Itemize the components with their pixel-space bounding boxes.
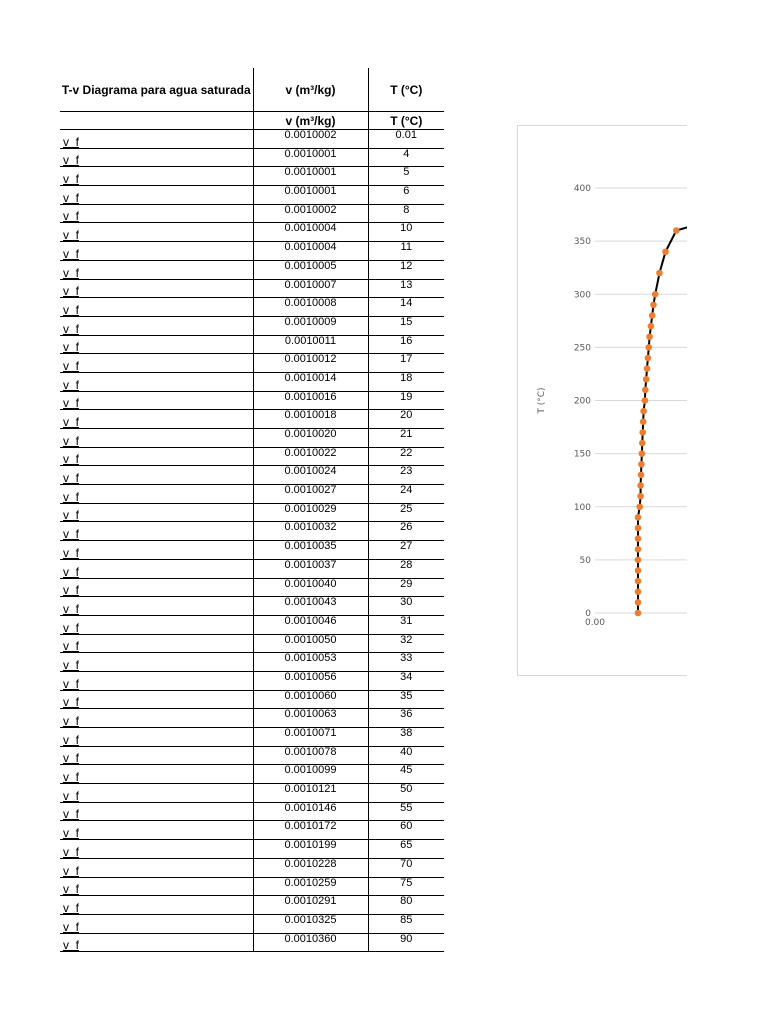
row-label (60, 821, 253, 840)
table-row (60, 260, 444, 279)
row-specific-volume: 0.0010043 (253, 597, 368, 616)
row-temperature: 12 (368, 260, 444, 279)
row-temperature: 18 (368, 372, 444, 391)
table-title: T-v Diagrama para agua saturada (60, 68, 253, 112)
row-specific-volume: 0.0010004 (253, 223, 368, 242)
tv-chart (517, 125, 687, 676)
row-specific-volume: 0.0010172 (253, 821, 368, 840)
table-row (60, 634, 444, 653)
data-point (635, 578, 642, 585)
data-point (638, 461, 645, 468)
table-row (60, 148, 444, 167)
table-row (60, 858, 444, 877)
row-label-text: v_f (63, 209, 80, 224)
row-label (60, 541, 253, 560)
row-label-text: v_f (63, 583, 80, 598)
table-row (60, 372, 444, 391)
row-label (60, 335, 253, 354)
row-specific-volume: 0.0010014 (253, 372, 368, 391)
row-label-text: v_f (63, 695, 80, 710)
data-point (640, 418, 647, 425)
row-temperature: 21 (368, 429, 444, 448)
row-label (60, 634, 253, 653)
row-temperature: 23 (368, 466, 444, 485)
row-specific-volume: 0.0010121 (253, 784, 368, 803)
row-label (60, 223, 253, 242)
row-temperature: 38 (368, 728, 444, 747)
table-row (60, 541, 444, 560)
row-specific-volume: 0.0010071 (253, 728, 368, 747)
row-label-text: v_f (63, 489, 80, 504)
data-point (639, 440, 646, 447)
row-label-text: v_f (63, 564, 80, 579)
y-tick-label: 250 (573, 343, 591, 354)
row-label-text: v_f (63, 788, 80, 803)
row-specific-volume: 0.0010009 (253, 316, 368, 335)
row-temperature: 80 (368, 896, 444, 915)
row-label (60, 933, 253, 952)
data-point (635, 610, 642, 617)
row-temperature: 24 (368, 485, 444, 504)
row-label-text: v_f (63, 302, 80, 317)
row-temperature: 70 (368, 858, 444, 877)
row-specific-volume: 0.0010325 (253, 914, 368, 933)
row-label-text: v_f (63, 321, 80, 336)
row-label-text: v_f (63, 377, 80, 392)
row-label-text: v_f (63, 938, 80, 953)
header-t: T (°C) (368, 68, 444, 112)
data-point (636, 503, 643, 510)
row-label-text: v_f (63, 228, 80, 243)
data-table-area (60, 68, 444, 952)
table-row (60, 391, 444, 410)
row-specific-volume: 0.0010053 (253, 653, 368, 672)
table-row (60, 242, 444, 261)
row-label (60, 784, 253, 803)
table-row (60, 709, 444, 728)
data-point (642, 387, 649, 394)
row-specific-volume: 0.0010029 (253, 503, 368, 522)
series-line (638, 216, 687, 613)
row-temperature: 10 (368, 223, 444, 242)
y-tick-label: 400 (573, 184, 591, 194)
table-row (60, 914, 444, 933)
table-row (60, 466, 444, 485)
row-label-text: v_f (63, 770, 80, 785)
table-row (60, 840, 444, 859)
row-label (60, 429, 253, 448)
row-label (60, 466, 253, 485)
row-temperature: 36 (368, 709, 444, 728)
data-point (642, 397, 649, 404)
data-point (648, 323, 655, 330)
row-label (60, 372, 253, 391)
row-label-text: v_f (63, 844, 80, 859)
row-label-text: v_f (63, 246, 80, 261)
row-label-text: v_f (63, 153, 80, 168)
row-temperature: 75 (368, 877, 444, 896)
row-temperature: 16 (368, 335, 444, 354)
row-label (60, 242, 253, 261)
table-row (60, 223, 444, 242)
row-label-text: v_f (63, 863, 80, 878)
row-specific-volume: 0.0010056 (253, 671, 368, 690)
table-row (60, 204, 444, 223)
data-point (645, 344, 652, 351)
data-point (635, 535, 642, 542)
y-tick-label: 200 (573, 396, 591, 407)
y-tick-label: 50 (579, 555, 591, 566)
row-specific-volume: 0.0010291 (253, 896, 368, 915)
row-specific-volume: 0.0010032 (253, 522, 368, 541)
table-row (60, 522, 444, 541)
row-specific-volume: 0.0010005 (253, 260, 368, 279)
data-point (673, 227, 680, 234)
row-label (60, 148, 253, 167)
table-row (60, 802, 444, 821)
row-label-text: v_f (63, 527, 80, 542)
row-specific-volume: 0.0010018 (253, 410, 368, 429)
subheader-t: T (°C) (368, 112, 444, 130)
row-temperature: 34 (368, 671, 444, 690)
data-point (649, 312, 656, 319)
row-label (60, 447, 253, 466)
row-specific-volume: 0.0010011 (253, 335, 368, 354)
row-temperature: 0.01 (368, 130, 444, 149)
row-specific-volume: 0.0010004 (253, 242, 368, 261)
row-label (60, 186, 253, 205)
row-label-text: v_f (63, 919, 80, 934)
table-row (60, 578, 444, 597)
table-row (60, 503, 444, 522)
table-row (60, 410, 444, 429)
header-v: v (m³/kg) (253, 68, 368, 112)
row-specific-volume: 0.0010199 (253, 840, 368, 859)
row-label (60, 298, 253, 317)
data-point (644, 365, 651, 372)
row-label-text: v_f (63, 601, 80, 616)
row-temperature: 90 (368, 933, 444, 952)
row-label (60, 690, 253, 709)
row-label (60, 204, 253, 223)
row-label (60, 746, 253, 765)
table-row (60, 690, 444, 709)
data-point (650, 302, 657, 309)
data-point (639, 429, 646, 436)
data-point (640, 408, 647, 415)
row-specific-volume: 0.0010027 (253, 485, 368, 504)
table-row (60, 765, 444, 784)
row-label (60, 597, 253, 616)
table-row (60, 186, 444, 205)
row-label (60, 391, 253, 410)
table-row (60, 298, 444, 317)
row-label (60, 840, 253, 859)
row-specific-volume: 0.0010099 (253, 765, 368, 784)
table-row (60, 354, 444, 373)
row-label (60, 167, 253, 186)
row-temperature: 55 (368, 802, 444, 821)
table-row (60, 335, 444, 354)
row-label-text: v_f (63, 190, 80, 205)
table-row (60, 653, 444, 672)
table-row (60, 728, 444, 747)
row-temperature: 17 (368, 354, 444, 373)
data-point (645, 355, 652, 362)
row-label-text: v_f (63, 657, 80, 672)
data-point (656, 270, 663, 277)
row-specific-volume: 0.0010001 (253, 167, 368, 186)
row-label-text: v_f (63, 358, 80, 373)
table-row (60, 671, 444, 690)
data-point (635, 567, 642, 574)
row-label-text: v_f (63, 172, 80, 187)
row-specific-volume: 0.0010008 (253, 298, 368, 317)
row-label-text: v_f (63, 732, 80, 747)
row-specific-volume: 0.0010037 (253, 559, 368, 578)
row-label-text: v_f (63, 620, 80, 635)
row-label (60, 858, 253, 877)
row-specific-volume: 0.0010012 (253, 354, 368, 373)
row-temperature: 31 (368, 615, 444, 634)
row-label (60, 671, 253, 690)
data-point (643, 376, 650, 383)
table-row (60, 784, 444, 803)
row-temperature: 50 (368, 784, 444, 803)
table-row (60, 746, 444, 765)
table-row (60, 167, 444, 186)
row-label (60, 559, 253, 578)
row-temperature: 20 (368, 410, 444, 429)
row-label-text: v_f (63, 265, 80, 280)
row-specific-volume: 0.0010060 (253, 690, 368, 709)
row-label (60, 709, 253, 728)
row-label (60, 260, 253, 279)
row-label (60, 410, 253, 429)
row-specific-volume: 0.0010063 (253, 709, 368, 728)
tv-data-table (60, 68, 444, 952)
row-label (60, 802, 253, 821)
row-label (60, 653, 253, 672)
y-tick-label: 350 (573, 237, 591, 248)
row-label (60, 728, 253, 747)
row-temperature: 29 (368, 578, 444, 597)
row-label-text: v_f (63, 340, 80, 355)
row-label-text: v_f (63, 545, 80, 560)
data-point (662, 248, 669, 255)
row-label (60, 130, 253, 149)
row-specific-volume: 0.0010146 (253, 802, 368, 821)
data-point (635, 557, 642, 564)
table-row (60, 615, 444, 634)
row-temperature: 14 (368, 298, 444, 317)
row-label-text: v_f (63, 284, 80, 299)
data-point (635, 546, 642, 553)
row-label-text: v_f (63, 471, 80, 486)
row-label-text: v_f (63, 396, 80, 411)
row-temperature: 27 (368, 541, 444, 560)
row-label (60, 279, 253, 298)
table-row (60, 559, 444, 578)
row-label-text: v_f (63, 452, 80, 467)
row-label-text: v_f (63, 900, 80, 915)
data-point (635, 514, 642, 521)
row-specific-volume: 0.0010046 (253, 615, 368, 634)
row-label-text: v_f (63, 882, 80, 897)
row-label (60, 877, 253, 896)
row-specific-volume: 0.0010001 (253, 186, 368, 205)
row-label (60, 522, 253, 541)
row-label (60, 914, 253, 933)
row-label (60, 485, 253, 504)
y-axis-label: T (°C) (537, 387, 547, 414)
row-specific-volume: 0.0010001 (253, 148, 368, 167)
table-body (60, 130, 444, 952)
row-temperature: 60 (368, 821, 444, 840)
row-temperature: 25 (368, 503, 444, 522)
row-specific-volume: 0.0010007 (253, 279, 368, 298)
data-point (635, 525, 642, 532)
row-specific-volume: 0.0010050 (253, 634, 368, 653)
row-label-text: v_f (63, 134, 80, 149)
row-temperature: 40 (368, 746, 444, 765)
row-temperature: 45 (368, 765, 444, 784)
row-temperature: 6 (368, 186, 444, 205)
row-specific-volume: 0.0010360 (253, 933, 368, 952)
row-label-text: v_f (63, 639, 80, 654)
row-temperature: 28 (368, 559, 444, 578)
y-tick-label: 300 (573, 290, 591, 301)
table-row (60, 821, 444, 840)
chart-canvas (518, 126, 687, 675)
subheader-label (60, 112, 253, 130)
row-temperature: 65 (368, 840, 444, 859)
row-temperature: 26 (368, 522, 444, 541)
row-specific-volume: 0.0010228 (253, 858, 368, 877)
row-label-text: v_f (63, 508, 80, 523)
row-specific-volume: 0.0010078 (253, 746, 368, 765)
table-row (60, 933, 444, 952)
row-temperature: 30 (368, 597, 444, 616)
table-row (60, 279, 444, 298)
row-label-text: v_f (63, 714, 80, 728)
row-label-text: v_f (63, 751, 80, 766)
table-row (60, 896, 444, 915)
row-temperature: 11 (368, 242, 444, 261)
row-label-text: v_f (63, 807, 80, 822)
row-label (60, 354, 253, 373)
row-temperature: 32 (368, 634, 444, 653)
row-label (60, 316, 253, 335)
table-row (60, 597, 444, 616)
data-point (652, 291, 659, 298)
y-tick-label: 100 (573, 502, 591, 513)
table-row (60, 130, 444, 149)
row-temperature: 85 (368, 914, 444, 933)
row-specific-volume: 0.0010016 (253, 391, 368, 410)
row-label (60, 896, 253, 915)
y-tick-label: 150 (573, 449, 591, 460)
row-label (60, 765, 253, 784)
row-specific-volume: 0.0010002 (253, 204, 368, 223)
row-label-text: v_f (63, 826, 80, 841)
row-specific-volume: 0.0010020 (253, 429, 368, 448)
row-label-text: v_f (63, 415, 80, 429)
x-tick-label: 0.00 (584, 618, 606, 628)
row-temperature: 19 (368, 391, 444, 410)
table-row (60, 877, 444, 896)
table-row (60, 485, 444, 504)
row-specific-volume: 0.0010259 (253, 877, 368, 896)
row-temperature: 35 (368, 690, 444, 709)
y-tick-label: 0 (585, 609, 591, 619)
row-specific-volume: 0.0010002 (253, 130, 368, 149)
data-point (639, 450, 646, 457)
row-specific-volume: 0.0010022 (253, 447, 368, 466)
row-temperature: 15 (368, 316, 444, 335)
row-label (60, 615, 253, 634)
data-point (638, 472, 645, 479)
table-row (60, 447, 444, 466)
table-row (60, 316, 444, 335)
row-label (60, 578, 253, 597)
data-point (637, 482, 644, 489)
subheader-v: v (m³/kg) (253, 112, 368, 130)
data-point (635, 588, 642, 595)
row-temperature: 4 (368, 148, 444, 167)
row-temperature: 33 (368, 653, 444, 672)
row-specific-volume: 0.0010035 (253, 541, 368, 560)
row-specific-volume: 0.0010024 (253, 466, 368, 485)
row-label (60, 503, 253, 522)
data-point (637, 493, 644, 500)
data-point (646, 333, 653, 340)
data-point (635, 599, 642, 606)
row-specific-volume: 0.0010040 (253, 578, 368, 597)
row-temperature: 22 (368, 447, 444, 466)
row-label-text: v_f (63, 676, 80, 691)
row-temperature: 8 (368, 204, 444, 223)
row-temperature: 13 (368, 279, 444, 298)
row-label-text: v_f (63, 433, 80, 448)
row-temperature: 5 (368, 167, 444, 186)
table-row (60, 429, 444, 448)
